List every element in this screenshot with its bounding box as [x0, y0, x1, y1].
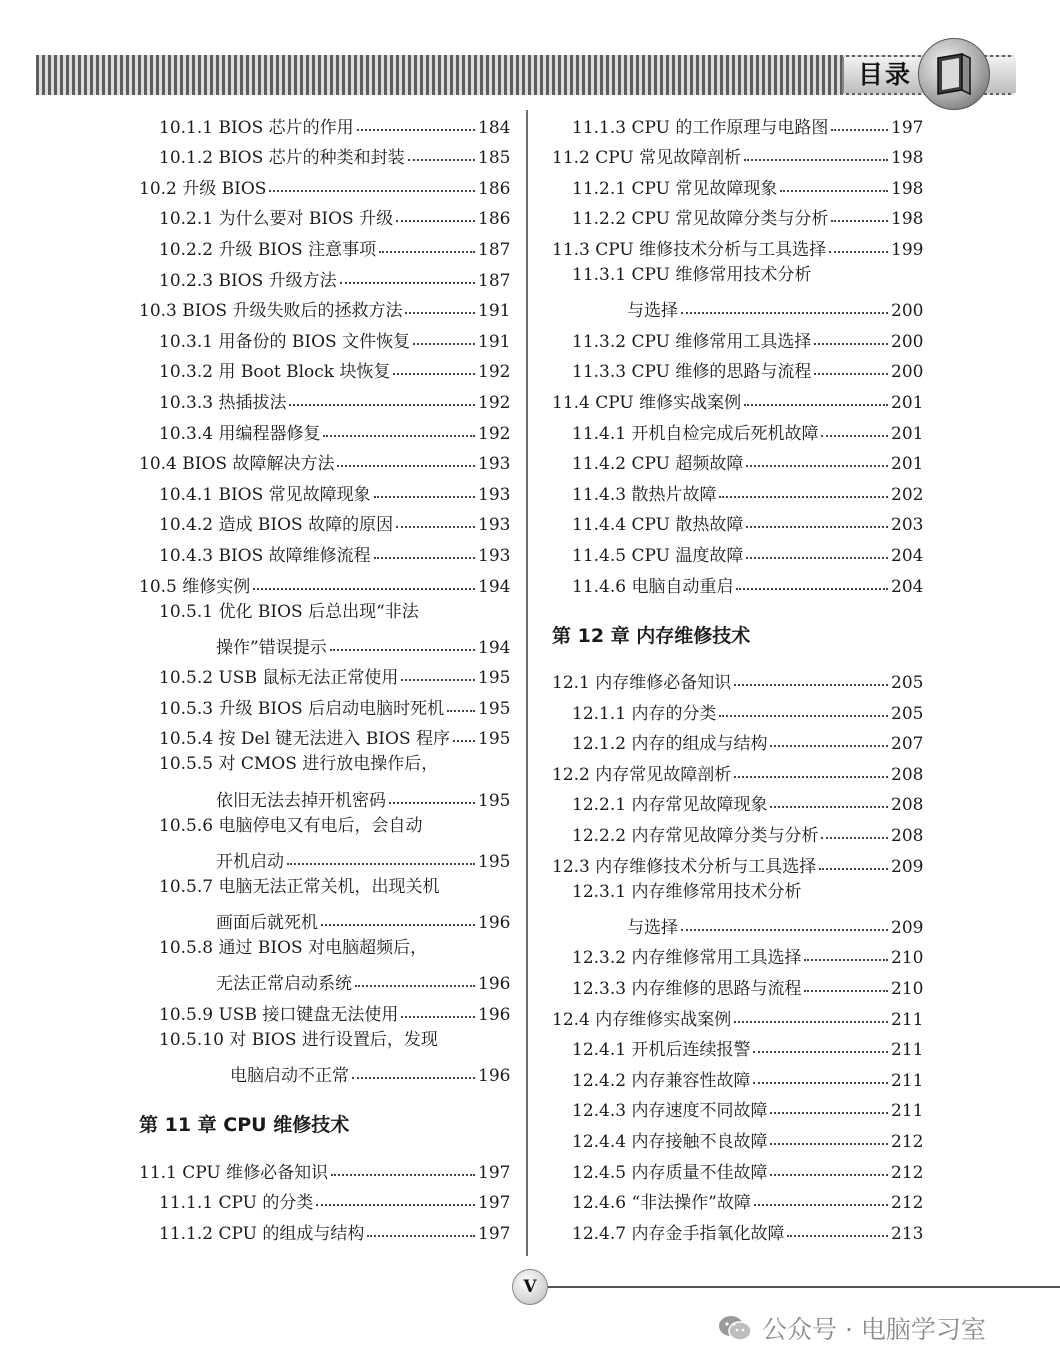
dot-leader: [681, 929, 888, 931]
toc-entry[interactable]: [543, 535, 923, 566]
toc-entry-title: 12.1.1 内存的分类: [572, 703, 717, 724]
toc-entry[interactable]: [543, 413, 923, 444]
toc-page-number: 197: [478, 1193, 511, 1214]
toc-page-number: 204: [891, 576, 924, 597]
toc-entry[interactable]: [543, 1213, 923, 1244]
toc-section[interactable]: [543, 846, 923, 877]
dot-leader: [323, 435, 475, 437]
toc-page-number: 208: [891, 764, 924, 785]
dot-leader: [831, 129, 888, 131]
toc-entry[interactable]: [130, 749, 510, 780]
toc-page-number: 212: [891, 1162, 924, 1183]
toc-entry-title: 12.4.3 内存速度不同故障: [572, 1101, 768, 1122]
toc-entry-title: 11.3.1 CPU 维修常用技术分析: [572, 264, 812, 285]
toc-page-number: 193: [478, 454, 511, 475]
toc-entry-title: 10.4.1 BIOS 常见故障现象: [159, 484, 371, 505]
toc-entry[interactable]: [130, 994, 510, 1025]
toc-entry[interactable]: [130, 382, 510, 413]
dot-leader: [396, 526, 475, 528]
toc-page-number: 197: [891, 117, 924, 138]
toc-page-number: 195: [478, 729, 511, 750]
toc-entry-title: 11.1.2 CPU 的组成与结构: [159, 1223, 365, 1244]
toc-entry-title: 12.3 内存维修技术分析与工具选择: [552, 856, 817, 877]
toc-page-number: 208: [891, 826, 924, 847]
toc-entry-title: 11.4.3 散热片故障: [572, 484, 717, 505]
footer-rule: [548, 1286, 1060, 1288]
dot-leader: [744, 404, 888, 406]
toc-entry[interactable]: [130, 535, 510, 566]
toc-entry[interactable]: [130, 352, 510, 383]
toc-entry-title: 12.4.4 内存接触不良故障: [572, 1132, 768, 1152]
toc-entry-title: 10.5.9 USB 接口键盘无法使用: [159, 1004, 399, 1025]
toc-entry-continuation[interactable]: [543, 907, 923, 938]
toc-entry[interactable]: [543, 260, 923, 291]
toc-entry[interactable]: [130, 688, 510, 719]
dot-leader: [831, 220, 888, 222]
toc-page-number: 200: [891, 331, 924, 352]
toc-entry-continuation[interactable]: [130, 780, 510, 811]
toc-entry-title: 10.2 升级 BIOS: [139, 178, 267, 199]
toc-section[interactable]: [130, 291, 510, 322]
toc-page-number: 211: [891, 1101, 924, 1122]
toc-section[interactable]: [543, 999, 923, 1030]
toc-page-number: 205: [891, 673, 924, 694]
toc-page-number: 201: [891, 454, 924, 475]
dot-leader: [357, 129, 475, 131]
toc-entry[interactable]: [543, 474, 923, 505]
dot-leader: [330, 649, 475, 651]
column-divider: [526, 110, 528, 1256]
toc-entry-title: 12.4.7 内存金手指氧化故障: [572, 1223, 785, 1244]
toc-column-right: [543, 107, 923, 1244]
dot-leader: [401, 679, 475, 681]
toc-entry[interactable]: [130, 138, 510, 169]
toc-page-number: 194: [478, 576, 511, 597]
toc-page-number: 204: [891, 545, 924, 566]
toc-entry-title: 10.5.6 电脑停电又有电后，会自动: [159, 815, 423, 836]
toc-entry[interactable]: [543, 199, 923, 230]
dot-leader: [804, 959, 888, 961]
toc-entry-continuation[interactable]: [543, 291, 923, 322]
dot-leader: [374, 557, 475, 559]
toc-page-number: 184: [478, 117, 511, 138]
toc-entry-continuation[interactable]: [130, 627, 510, 658]
toc-entry-title-cont: 开机启动: [216, 851, 284, 872]
toc-entry-title: 12.4 内存维修实战案例: [552, 1009, 732, 1030]
dot-leader: [401, 1016, 475, 1018]
dot-leader: [829, 251, 888, 253]
toc-entry-title: 10.5.3 升级 BIOS 后启动电脑时死机: [159, 698, 445, 719]
chapter-heading: 第 11 章 CPU 维修技术: [139, 1114, 350, 1136]
toc-entry-continuation[interactable]: [130, 964, 510, 995]
toc-entry-title: 10.2.2 升级 BIOS 注意事项: [159, 239, 377, 260]
toc-entry-title: 10.3.3 热插拔法: [159, 392, 287, 413]
dot-leader: [770, 745, 888, 747]
dot-leader: [367, 1235, 475, 1237]
toc-section[interactable]: [543, 754, 923, 785]
toc-section[interactable]: [130, 444, 510, 475]
toc-page-number: 212: [891, 1193, 924, 1214]
toc-page-number: 201: [891, 392, 924, 413]
toc-section[interactable]: [543, 229, 923, 260]
dot-leader: [389, 802, 475, 804]
toc-page-number: 196: [478, 913, 511, 934]
toc-entry-title-cont: 依旧无法去掉开机密码: [216, 790, 386, 811]
toc-entry[interactable]: [130, 597, 510, 628]
toc-entry[interactable]: [130, 229, 510, 260]
toc-entry-title: 12.4.6 “非法操作”故障: [572, 1193, 751, 1214]
toc-page-number: 197: [478, 1223, 511, 1244]
toc-entry[interactable]: [130, 658, 510, 689]
toc-page-number: 210: [891, 948, 924, 969]
toc-entry[interactable]: [543, 693, 923, 724]
toc-page-number: 192: [478, 423, 511, 444]
toc-entry-title: 10.4.3 BIOS 故障维修流程: [159, 545, 371, 566]
dot-leader: [814, 373, 888, 375]
toc-entry[interactable]: [543, 1183, 923, 1214]
toc-entry[interactable]: [543, 785, 923, 816]
toc-entry[interactable]: [543, 1091, 923, 1122]
dot-leader: [719, 715, 888, 717]
toc-entry-title: 12.3.2 内存维修常用工具选择: [572, 948, 802, 969]
toc-entry[interactable]: [130, 933, 510, 964]
toc-entry[interactable]: [543, 444, 923, 475]
dot-leader: [340, 282, 475, 284]
toc-entry-title: 11.1 CPU 维修必备知识: [139, 1162, 329, 1183]
toc-entry-title-cont: 与选择: [627, 301, 678, 322]
toc-page-number: 193: [478, 545, 511, 566]
toc-entry-title: 12.2.1 内存常见故障现象: [572, 795, 768, 816]
dot-leader: [734, 684, 888, 686]
toc-entry[interactable]: [543, 321, 923, 352]
dot-leader: [819, 868, 888, 870]
toc-entry[interactable]: [543, 815, 923, 846]
toc-page-number: 193: [478, 484, 511, 505]
toc-section[interactable]: [130, 566, 510, 597]
dot-leader: [405, 312, 475, 314]
toc-page-number: 210: [891, 979, 924, 1000]
toc-page-number: 209: [891, 917, 924, 938]
toc-entry[interactable]: [543, 724, 923, 755]
dot-leader: [746, 526, 888, 528]
toc-entry[interactable]: [130, 107, 510, 138]
toc-page-number: 198: [891, 148, 924, 169]
dot-leader: [316, 1204, 475, 1206]
toc-page-number: 205: [891, 703, 924, 724]
toc-entry[interactable]: [130, 872, 510, 903]
toc-entry[interactable]: [130, 474, 510, 505]
toc-page-number: 186: [478, 209, 511, 230]
toc-entry[interactable]: [543, 352, 923, 383]
toc-entry-title: 10.5.10 对 BIOS 进行设置后，发现: [159, 1029, 438, 1050]
dot-leader: [780, 190, 888, 192]
toc-entry-title: 10.5.1 优化 BIOS 后总出现“非法: [159, 601, 419, 622]
dot-leader: [736, 588, 888, 590]
dot-leader: [734, 776, 888, 778]
toc-page-number: 202: [891, 484, 924, 505]
dot-leader: [379, 251, 475, 253]
dot-leader: [393, 373, 475, 375]
toc-entry-title: 11.2.2 CPU 常见故障分类与分析: [572, 209, 829, 230]
toc-entry-title: 10.3.2 用 Boot Block 块恢复: [159, 362, 391, 383]
toc-page-number: 207: [891, 734, 924, 755]
toc-entry-title: 10.3.4 用编程器修复: [159, 423, 321, 444]
dot-leader: [770, 1112, 888, 1114]
toc-entry[interactable]: [543, 107, 923, 138]
toc-entry-title: 11.1.3 CPU 的工作原理与电路图: [572, 117, 829, 138]
toc-page-number: 209: [891, 856, 924, 877]
dot-leader: [447, 710, 475, 712]
toc-entry-title: 12.3.1 内存维修常用技术分析: [572, 881, 802, 902]
dot-leader: [734, 1021, 888, 1023]
page-number: V: [512, 1269, 548, 1305]
dot-leader: [770, 806, 888, 808]
toc-page-number: 211: [891, 1009, 924, 1030]
toc-page-number: 191: [478, 331, 511, 352]
toc-column-left: [130, 107, 510, 1244]
toc-entry[interactable]: [130, 413, 510, 444]
toc-entry[interactable]: [543, 968, 923, 999]
toc-entry[interactable]: [130, 260, 510, 291]
toc-page-number: 195: [478, 668, 511, 689]
dot-leader: [352, 1077, 475, 1079]
dot-leader: [746, 557, 888, 559]
dot-leader: [408, 159, 475, 161]
toc-entry[interactable]: [543, 1121, 923, 1152]
toc-page-number: 200: [891, 362, 924, 383]
dot-leader: [821, 837, 888, 839]
toc-entry-title: 11.2 CPU 常见故障剖析: [552, 148, 742, 169]
toc-entry-title: 10.4.2 造成 BIOS 故障的原因: [159, 515, 394, 536]
toc-entry-title: 10.2.1 为什么要对 BIOS 升级: [159, 209, 394, 230]
toc-entry[interactable]: [543, 1060, 923, 1091]
toc-page-number: 201: [891, 423, 924, 444]
toc-section[interactable]: [543, 138, 923, 169]
book-icon: [932, 50, 976, 98]
toc-page-number: 203: [891, 515, 924, 536]
dot-leader: [269, 190, 475, 192]
toc-entry-title: 10.5.7 电脑无法正常关机，出现关机: [159, 876, 440, 897]
toc-entry-title: 10.3 BIOS 升级失败后的拯救方法: [139, 301, 403, 322]
dot-leader: [374, 496, 475, 498]
dot-leader: [804, 990, 888, 992]
toc-entry[interactable]: [543, 877, 923, 908]
toc-page-number: 211: [891, 1040, 924, 1061]
dot-leader: [744, 159, 888, 161]
toc-entry-title: 11.4.1 开机自检完成后死机故障: [572, 423, 819, 444]
toc-entry[interactable]: [543, 168, 923, 199]
toc-entry[interactable]: [130, 321, 510, 352]
toc-page-number: 198: [891, 209, 924, 230]
toc-page-number: 196: [478, 1004, 511, 1025]
toc-page-number: 185: [478, 148, 511, 169]
toc-entry-title: 12.4.1 开机后连续报警: [572, 1040, 751, 1061]
wechat-icon: [718, 1314, 752, 1342]
toc-section[interactable]: [130, 1152, 510, 1183]
toc-entry-title: 11.3.3 CPU 维修的思路与流程: [572, 362, 812, 383]
toc-section[interactable]: [543, 663, 923, 694]
toc-entry-title: 12.4.2 内存兼容性故障: [572, 1070, 751, 1091]
dot-leader: [396, 220, 475, 222]
toc-entry-title: 10.5.4 按 Del 键无法进入 BIOS 程序: [159, 729, 451, 750]
toc-entry-title: 11.4.4 CPU 散热故障: [572, 515, 744, 536]
toc-entry[interactable]: [130, 1025, 510, 1056]
toc-page-number: 194: [478, 637, 511, 658]
toc-page-number: 195: [478, 790, 511, 811]
toc-entry-continuation[interactable]: [130, 841, 510, 872]
toc-entry-title: 12.4.5 内存质量不佳故障: [572, 1162, 768, 1183]
toc-entry[interactable]: [543, 566, 923, 597]
toc-page-number: 187: [478, 270, 511, 291]
toc-entry-title: 12.2 内存常见故障剖析: [552, 764, 732, 785]
toc-page-number: 208: [891, 795, 924, 816]
dot-leader: [253, 588, 475, 590]
toc-entry[interactable]: [543, 938, 923, 969]
toc-page-number: 196: [478, 1066, 511, 1086]
toc-page-number: 186: [478, 178, 511, 199]
toc-entry-title: 12.1 内存维修必备知识: [552, 673, 732, 694]
watermark-text: 公众号 · 电脑学习室: [762, 1315, 986, 1344]
toc-entry-title-cont: 画面后就死机: [216, 913, 318, 934]
dot-leader: [770, 1143, 888, 1145]
toc-entry-title: 12.1.2 内存的组成与结构: [572, 734, 768, 755]
dot-leader: [787, 1235, 888, 1237]
toc-entry-title: 10.5.8 通过 BIOS 对电脑超频后，: [159, 938, 428, 959]
toc-page-number: 192: [478, 392, 511, 413]
dot-leader: [719, 496, 888, 498]
toc-entry[interactable]: [130, 719, 510, 750]
toc-entry-title-cont: 操作”错误提示: [216, 637, 327, 658]
toc-entry-title: 10.5.2 USB 鼠标无法正常使用: [159, 668, 399, 689]
dot-leader: [331, 1174, 475, 1176]
dot-leader: [681, 312, 888, 314]
toc-entry-title: 11.1.1 CPU 的分类: [159, 1193, 314, 1214]
toc-entry-title-cont: 与选择: [627, 917, 678, 938]
dot-leader: [746, 465, 888, 467]
toc-page-number: 212: [891, 1132, 924, 1152]
toc-entry-title-cont: 无法正常启动系统: [216, 974, 352, 995]
toc-entry-title: 12.2.2 内存常见故障分类与分析: [572, 826, 819, 847]
toc-entry-title: 11.4.2 CPU 超频故障: [572, 454, 744, 475]
toc-page-number: 193: [478, 515, 511, 536]
toc-entry[interactable]: [543, 505, 923, 536]
dot-leader: [753, 1082, 888, 1084]
toc-entry-title: 10.3.1 用备份的 BIOS 文件恢复: [159, 331, 411, 352]
page-title: 目录: [858, 60, 913, 89]
toc-page-number: 199: [891, 239, 924, 260]
toc-section[interactable]: [543, 382, 923, 413]
toc-page-number: 211: [891, 1070, 924, 1091]
toc-entry[interactable]: [130, 1213, 510, 1244]
toc-page-number: 195: [478, 698, 511, 719]
toc-entry-title: 10.4 BIOS 故障解决方法: [139, 454, 335, 475]
toc-entry-continuation[interactable]: [130, 1055, 510, 1086]
toc-page-number: 192: [478, 362, 511, 383]
toc-entry-title: 10.5 维修实例: [139, 576, 251, 597]
dot-leader: [289, 404, 475, 406]
toc-section[interactable]: [130, 168, 510, 199]
watermark: [718, 1308, 986, 1348]
toc-entry[interactable]: [130, 505, 510, 536]
toc-entry[interactable]: [543, 1152, 923, 1183]
toc-entry-title: 10.5.5 对 CMOS 进行放电操作后，: [159, 754, 439, 775]
dot-leader: [337, 465, 475, 467]
toc-entry-title: 11.3.2 CPU 维修常用工具选择: [572, 331, 812, 352]
dot-leader: [321, 924, 475, 926]
toc-entry-title: 10.1.1 BIOS 芯片的作用: [159, 117, 354, 138]
dot-leader: [355, 985, 475, 987]
toc-entry-title-cont: 电脑启动不正常: [230, 1066, 349, 1086]
toc-entry-title: 10.1.2 BIOS 芯片的种类和封装: [159, 148, 405, 169]
toc-entry[interactable]: [130, 1183, 510, 1214]
dot-leader: [754, 1204, 888, 1206]
toc-entry-title: 12.3.3 内存维修的思路与流程: [572, 979, 802, 1000]
toc-entry-title: 11.3 CPU 维修技术分析与工具选择: [552, 239, 827, 260]
dot-leader: [753, 1051, 888, 1053]
toc-page-number: 198: [891, 178, 924, 199]
dot-leader: [821, 435, 888, 437]
dot-leader: [770, 1174, 888, 1176]
toc-entry-title: 10.2.3 BIOS 升级方法: [159, 270, 337, 291]
toc-entry-title: 11.4.5 CPU 温度故障: [572, 545, 744, 566]
toc-page-number: 187: [478, 239, 511, 260]
toc-page-number: 195: [478, 851, 511, 872]
toc-page-number: 196: [478, 974, 511, 995]
toc-page-number: 191: [478, 301, 511, 322]
toc-page-number: 213: [891, 1223, 924, 1244]
dot-leader: [287, 863, 475, 865]
toc-page-number: 200: [891, 301, 924, 322]
dot-leader: [453, 740, 475, 742]
toc-entry[interactable]: [543, 1030, 923, 1061]
dot-leader: [413, 343, 475, 345]
toc-page-number: 197: [478, 1162, 511, 1183]
toc-entry-title: 11.2.1 CPU 常见故障现象: [572, 178, 778, 199]
toc-entry[interactable]: [130, 811, 510, 842]
toc-entry-title: 11.4.6 电脑自动重启: [572, 576, 734, 597]
toc-entry-title: 11.4 CPU 维修实战案例: [552, 392, 742, 413]
chapter-heading: 第 12 章 内存维修技术: [552, 624, 751, 647]
dot-leader: [814, 343, 888, 345]
toc-entry[interactable]: [130, 199, 510, 230]
toc-entry-continuation[interactable]: [130, 902, 510, 933]
